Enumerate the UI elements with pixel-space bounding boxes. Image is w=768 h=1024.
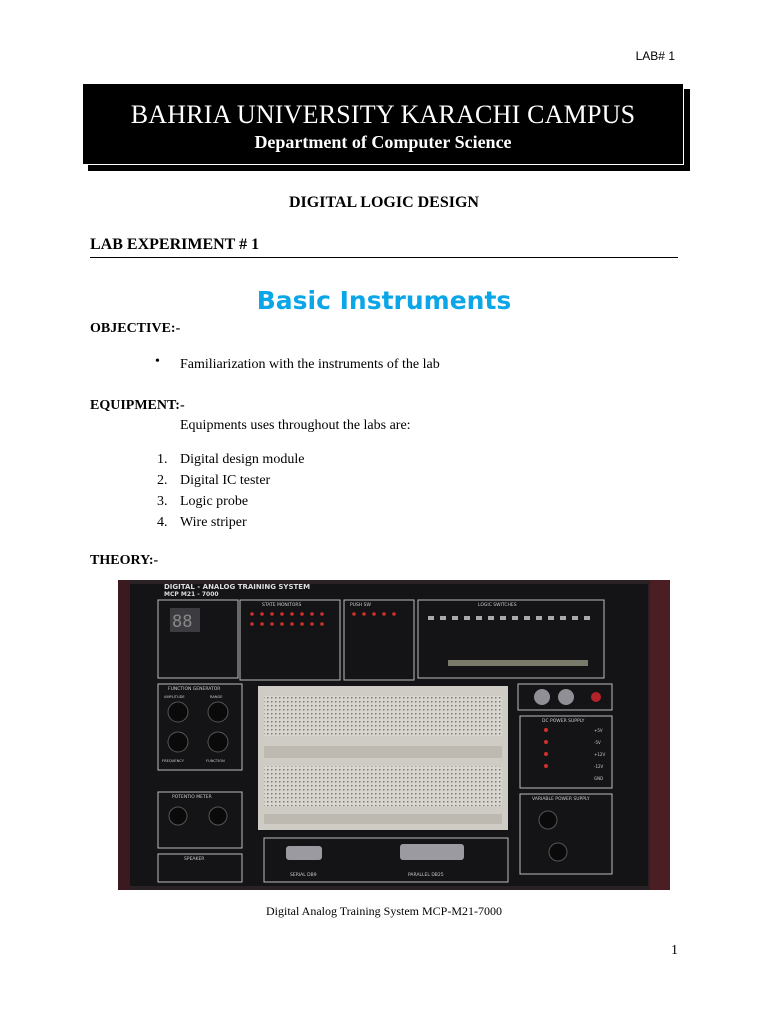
breadboard-rail — [264, 746, 502, 758]
breadboard-rail-bottom — [264, 814, 502, 824]
objective-heading: OBJECTIVE:- — [90, 321, 181, 336]
potentiometer-knob — [209, 807, 227, 825]
push-sw-label: PUSH SW — [350, 603, 371, 608]
dc-label: -5V — [594, 740, 601, 745]
variable-knob — [549, 843, 567, 861]
header-lab-tag: LAB# 1 — [635, 49, 675, 63]
range-label: RANGE — [210, 695, 223, 699]
equipment-item: Digital design module — [180, 452, 305, 467]
variable-knob — [539, 811, 557, 829]
logic-switches-label: LOGIC SWITCHES — [478, 603, 517, 608]
serial-port — [286, 846, 322, 860]
panel-frame-right — [650, 580, 670, 890]
function-label: FUNCTION — [206, 759, 225, 763]
course-title: DIGITAL LOGIC DESIGN — [289, 194, 479, 211]
theory-heading: THEORY:- — [90, 553, 159, 568]
potentiometer-knob — [169, 807, 187, 825]
breadboard-section-top — [264, 696, 502, 736]
training-system-photo — [118, 580, 670, 890]
segment-digits: 88 — [172, 612, 193, 632]
frequency-label: FREQUENCY — [162, 759, 184, 763]
objective-bullet: • — [155, 354, 160, 369]
equipment-num: 3. — [157, 494, 168, 509]
panel-model: MCP M21 - 7000 — [164, 591, 219, 598]
bnc-connector — [534, 689, 550, 705]
department-name: Department of Computer Science — [254, 132, 512, 152]
parallel-label: PARALLEL DB25 — [408, 873, 444, 878]
dc-label: -12V — [594, 764, 604, 769]
dc-label: GND — [594, 776, 604, 781]
equipment-num: 2. — [157, 473, 168, 488]
document-title: Basic Instruments — [256, 286, 512, 315]
equipment-item: Wire striper — [180, 515, 247, 530]
objective-item: Familiarization with the instruments of the lab — [180, 357, 440, 372]
variable-power-supply-label: VARIABLE POWER SUPPLY — [532, 797, 590, 802]
equipment-item: Digital IC tester — [180, 473, 271, 488]
university-name: BAHRIA UNIVERSITY KARACHI CAMPUS — [130, 100, 636, 129]
breadboard-section-bottom — [264, 766, 502, 806]
experiment-heading: LAB EXPERIMENT # 1 — [90, 236, 260, 253]
dc-label: +5V — [594, 728, 603, 733]
function-generator-label: FUNCTION GENERATOR — [168, 687, 221, 692]
dc-label: +12V — [594, 752, 606, 757]
parallel-port — [400, 844, 464, 860]
equipment-item: Logic probe — [180, 494, 249, 509]
equipment-heading: EQUIPMENT:- — [90, 398, 185, 413]
speaker-label: SPEAKER — [184, 857, 205, 862]
amplitude-label: AMPLITUDE — [164, 695, 185, 699]
panel-frame-left — [118, 580, 130, 890]
panel-title: DIGITAL - ANALOG TRAINING SYSTEM — [164, 583, 311, 591]
serial-label: SERIAL DB9 — [290, 873, 317, 878]
equipment-num: 4. — [157, 515, 168, 530]
dc-power-supply-label: DC POWER SUPPLY — [542, 719, 585, 724]
university-banner — [82, 83, 684, 165]
equipment-num: 1. — [157, 452, 168, 467]
equipment-intro: Equipments uses throughout the labs are: — [180, 418, 411, 433]
figure-caption: Digital Analog Training System MCP-M21-7000 — [265, 904, 503, 918]
potentiometer-label: POTENTIO METER — [172, 795, 212, 800]
experiment-rule — [90, 257, 678, 258]
red-jack — [591, 692, 601, 702]
state-monitors-label: STATE MONITORS — [262, 603, 302, 608]
bnc-connector — [558, 689, 574, 705]
page-number: 1 — [671, 943, 678, 958]
switch-strip — [448, 660, 588, 666]
